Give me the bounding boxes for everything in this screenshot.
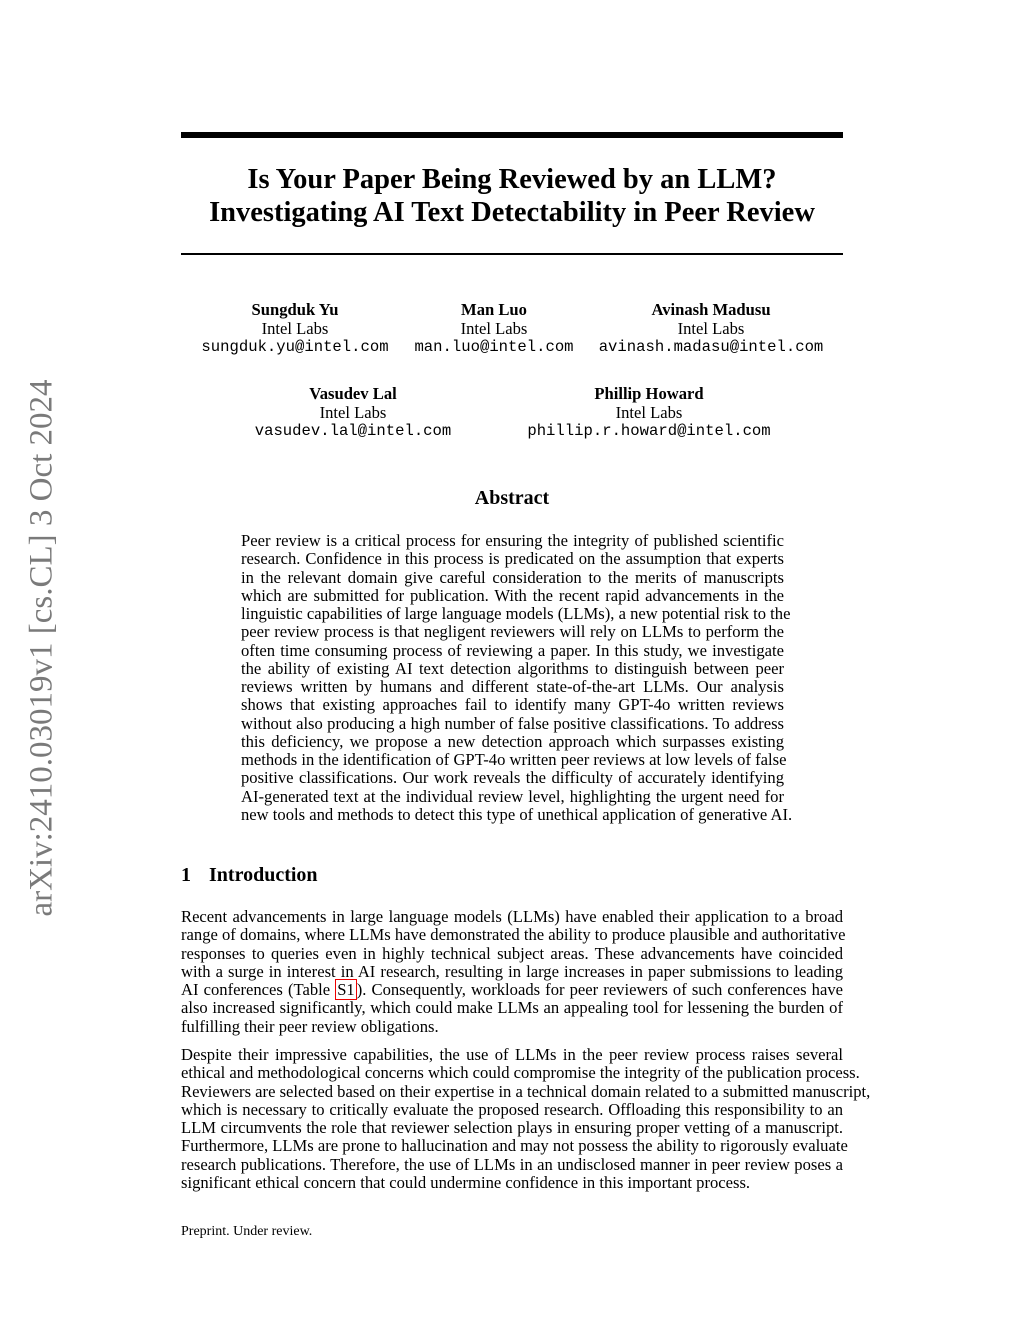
- author-email[interactable]: phillip.r.howard@intel.com: [527, 422, 771, 440]
- author: [203, 385, 503, 441]
- text-line: which is necessary to critically evaluate the proposed research. Offloading this responsibility to an: [181, 1099, 843, 1119]
- author: [499, 385, 799, 441]
- text-line: linguistic capabilities of large language models (LLMs), a new potential risk to the: [241, 604, 791, 623]
- author-name: Phillip Howard: [594, 384, 704, 403]
- author-email[interactable]: avinash.madasu@intel.com: [598, 338, 824, 356]
- text-line: research publications. Therefore, the use of LLMs in an undisclosed manner in peer review poses a: [181, 1154, 843, 1174]
- text-line: Despite their impressive capabilities, the use of LLMs in the peer review process raises several: [181, 1045, 843, 1064]
- text-line: methods in the identification of GPT-4o written peer reviews at low levels of false: [241, 750, 787, 769]
- author: [561, 301, 861, 357]
- text: AI conferences (Table: [181, 980, 336, 999]
- author-name: Vasudev Lal: [309, 384, 397, 403]
- text-line: Peer review is a critical process for ensuring the integrity of published scientific: [241, 531, 784, 550]
- text-line: Recent advancements in large language models (LLMs) have enabled their application to a broad: [181, 907, 843, 926]
- author-affiliation: Intel Labs: [319, 402, 387, 422]
- author-email[interactable]: man.luo@intel.com: [414, 338, 574, 356]
- abstract-text: [241, 531, 793, 824]
- paper-title: [181, 163, 843, 229]
- author-affiliation: Intel Labs: [677, 318, 745, 338]
- intro-paragraph-1: [181, 907, 846, 1036]
- text-line: LLM circumvents the role that reviewer selection plays in ensuring proper vetting of a manuscript.: [181, 1118, 843, 1137]
- abstract-heading: Abstract: [474, 487, 550, 509]
- author-affiliation: Intel Labs: [261, 318, 329, 338]
- text-line: also increased significantly, which could make LLMs an appealing tool for lessening the burden of: [181, 998, 843, 1018]
- arxiv-identifier: arXiv:2410.03019v1 [cs.CL] 3 Oct 2024: [23, 379, 60, 917]
- text-line: peer review process is that negligent reviewers will rely on LLMs to perform the: [241, 622, 784, 642]
- text-line: responses to queries even in highly technical subject areas. These advancements have coincided: [181, 943, 843, 963]
- text-line: shows that existing approaches fail to identify many GPT-4o written reviews: [241, 695, 784, 715]
- text-line: significant ethical concern that could undermine confidence in this important process.: [181, 1172, 751, 1192]
- author-name: Man Luo: [461, 300, 527, 319]
- title-line-2: Investigating AI Text Detectability in Peer Review: [209, 197, 815, 228]
- text-line: ethical and methodological concerns which could compromise the integrity of the publication process.: [181, 1063, 860, 1083]
- top-rule: [181, 132, 843, 138]
- text-line: range of domains, where LLMs have demonstrated the ability to produce plausible and authoritative: [181, 925, 846, 945]
- author-affiliation: Intel Labs: [615, 402, 683, 422]
- text-line: fulfilling their peer review obligations.: [181, 1016, 439, 1036]
- text-line: often time consuming process of reviewing a paper. In this study, we investigate: [241, 640, 784, 660]
- text-line: research. Confidence in this process is predicated on the assumption that experts: [241, 549, 784, 569]
- section-title: Introduction: [209, 864, 318, 886]
- text-line: which are submitted for publication. With the recent rapid advancements in the: [241, 585, 784, 605]
- text-line: the ability of existing AI text detection algorithms to distinguish between peer: [241, 658, 784, 678]
- text-line: Furthermore, LLMs are prone to hallucination and may not possess the ability to rigorously evaluate: [181, 1136, 848, 1156]
- title-rule: [181, 253, 843, 255]
- author-name: Avinash Madusu: [651, 300, 771, 319]
- author-affiliation: Intel Labs: [460, 318, 528, 338]
- text-line: in the relevant domain give careful consideration to the merits of manuscripts: [241, 567, 784, 587]
- text-line: AI-generated text at the individual review level, highlighting the urgent need for: [241, 786, 784, 806]
- section-number: 1: [181, 864, 191, 886]
- text-line: Reviewers are selected based on their expertise in a technical domain related to a submitted manuscript,: [181, 1081, 871, 1101]
- text: ). Consequently, workloads for peer reviewers of such conferences have: [356, 980, 844, 999]
- text-line: [181, 981, 843, 999]
- footer-note: Preprint. Under review.: [181, 1224, 313, 1239]
- author-name: Sungduk Yu: [251, 300, 339, 319]
- intro-paragraph-2: [181, 1045, 871, 1192]
- author-email[interactable]: sungduk.yu@intel.com: [201, 338, 389, 356]
- author-email[interactable]: vasudev.lal@intel.com: [254, 422, 452, 440]
- text-line: this deficiency, we propose a new detection approach which surpasses existing: [241, 731, 784, 751]
- text-line: positive classifications. Our work reveals the difficulty of accurately identifying: [241, 768, 784, 788]
- title-line-1: Is Your Paper Being Reviewed by an LLM?: [247, 164, 777, 195]
- table-reference-link[interactable]: S1: [337, 980, 355, 999]
- text-line: without also producing a high number of false positive classifications. To address: [241, 713, 784, 733]
- text-line: new tools and methods to detect this type of unethical application of generative AI.: [241, 804, 793, 824]
- text-line: with a surge in interest in AI research, resulting in large increases in paper submissions to leading: [181, 961, 843, 981]
- section-heading: [181, 864, 318, 887]
- text-line: reviews written by humans and different state-of-the-art LLMs. Our analysis: [241, 677, 784, 696]
